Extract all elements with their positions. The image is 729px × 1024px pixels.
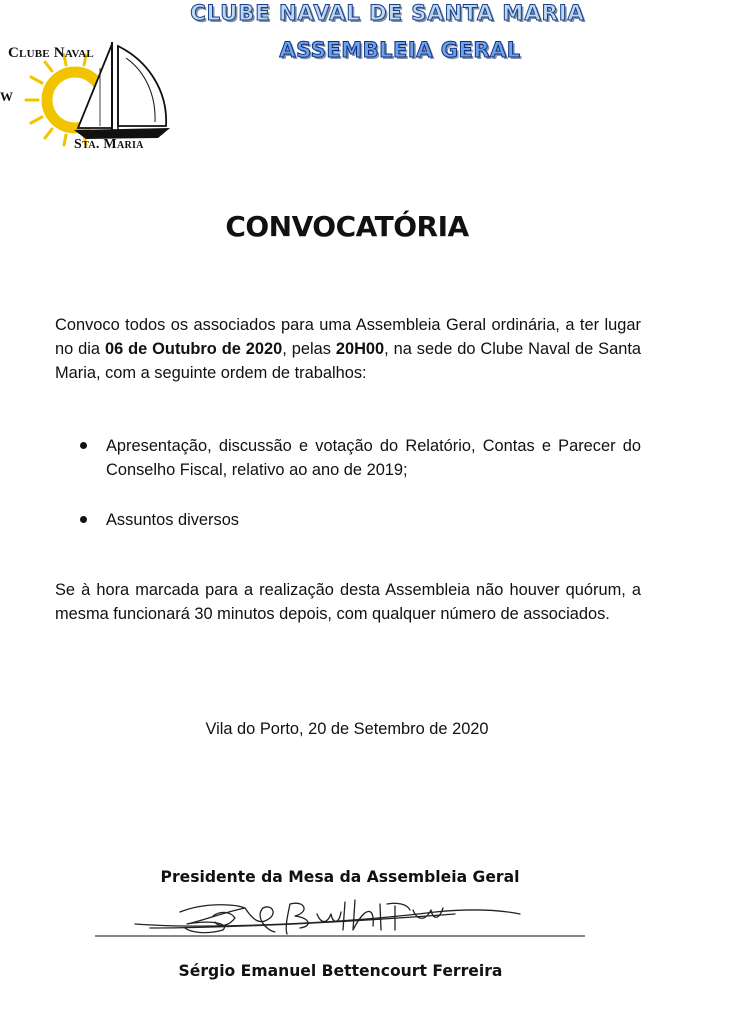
handwritten-signature [95, 890, 585, 950]
list-item [80, 434, 641, 482]
bullet-icon [80, 516, 87, 523]
quorum-paragraph: Se à hora marcada para a realização desta Assembleia não houver quórum, a mesma funcionará 30 minutos depois, com qualquer número de associados. [55, 581, 641, 623]
intro-text-2: , pelas [282, 340, 336, 358]
logo-top-text: Clube Naval [8, 45, 94, 61]
agenda-item-text: Apresentação, discussão e votação do Relatório, Contas e Parecer do Conselho Fiscal, relativo ao ano de 2019; [106, 437, 641, 479]
assembly-subtitle: ASSEMBLEIA GERAL [279, 38, 521, 62]
intro-paragraph [55, 313, 641, 385]
meeting-time: 20H00 [335, 340, 385, 358]
club-title: CLUBE NAVAL DE SANTA MARIA [190, 1, 585, 25]
place-date: Vila do Porto, 20 de Setembro de 2020 [205, 720, 489, 738]
meeting-date: 06 de Outubro de 2020 [104, 340, 283, 358]
signatory-name: Sérgio Emanuel Bettencourt Ferreira [178, 962, 503, 980]
signatory-role: Presidente da Mesa da Assembleia Geral [160, 868, 520, 886]
bullet-icon [80, 442, 87, 449]
list-item [80, 508, 641, 532]
logo-side-letter: W [0, 89, 13, 104]
agenda-item-text: Assuntos diversos [106, 511, 240, 529]
intro-text-3: , na sede do Clube Naval de Santa Maria, com a seguinte ordem de trabalhos: [55, 340, 641, 382]
intro-text-1: Convoco todos os associados para uma Assembleia Geral ordinária, a ter lugar no dia [55, 316, 641, 358]
logo-bottom-text: Sta. Maria [74, 137, 144, 152]
agenda-list [80, 434, 641, 532]
club-logo [0, 38, 185, 156]
document-title: CONVOCATÓRIA [225, 210, 469, 243]
